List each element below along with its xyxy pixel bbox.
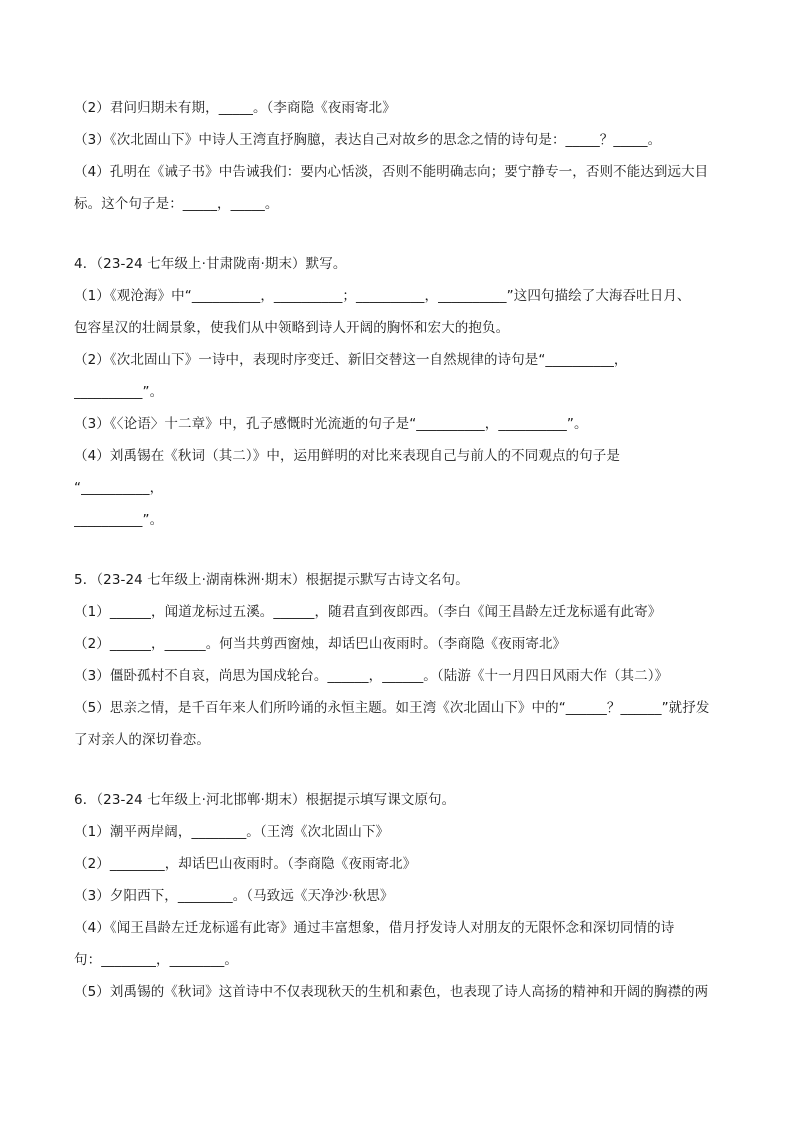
q4-sub4-line3: __________”。 xyxy=(74,512,164,528)
q6-sub4-line1: （4）《闻王昌龄左迁龙标遥有此寄》通过丰富想象，借月抒发诗人对朋友的无限怀念和深切同情的诗 xyxy=(74,920,675,936)
q6-title: 6．（23-24 七年级上·河北邯郸·期末）根据提示填写课文原句。 xyxy=(74,792,456,808)
q4-sub2-line2: __________”。 xyxy=(74,384,164,400)
q3-sub2: （2）君问归期未有期，_____。（李商隐《夜雨寄北》 xyxy=(74,100,396,116)
q6-sub5-line1: （5）刘禹锡的《秋词》这首诗中不仅表现秋天的生机和素色，也表现了诗人高扬的精神和开阔的胸襟的两 xyxy=(74,984,709,1000)
q6-sub2: （2）________，却话巴山夜雨时。（李商隐《夜雨寄北》 xyxy=(74,856,417,872)
q6-sub1: （1）潮平两岸阔，________。（王湾《次北固山下》 xyxy=(74,824,390,840)
document-content xyxy=(74,98,734,1014)
q5-sub5-line2: 了对亲人的深切眷恋。 xyxy=(74,732,210,748)
q4-sub1-line2: 包容星汉的壮阔景象，使我们从中领略到诗人开阔的胸怀和宏大的抱负。 xyxy=(74,320,510,336)
q5-sub3: （3）僵卧孤村不自哀，尚思为国戍轮台。______，______。（陆游《十一月四日风雨大作（其二）》 xyxy=(74,668,669,684)
q6-sub4-line2: 句：________，________。 xyxy=(74,952,238,968)
q4-sub1-line1: （1）《观沧海》中“__________，__________；__________，__________”这四句描绘了大海吞吐日月、 xyxy=(74,288,691,304)
q4-sub4-line2: “__________， xyxy=(74,480,164,496)
q3-sub4-line1: （4）孔明在《诫子书》中告诫我们：要内心恬淡，否则不能明确志向；要宁静专一，否则不能达到远大目 xyxy=(74,164,709,180)
q4-sub2-line1: （2）《次北固山下》一诗中，表现时序变迁、新旧交替这一自然规律的诗句是“__________， xyxy=(74,352,628,368)
q5-sub2: （2）______，______。何当共剪西窗烛，却话巴山夜雨时。（李商隐《夜雨寄北》 xyxy=(74,636,567,652)
q5-title: 5．（23-24 七年级上·湖南株洲·期末）根据提示默写古诗文名句。 xyxy=(74,572,469,588)
q4-sub3: （3）《〈论语〉十二章》中，孔子感慨时光流逝的句子是“__________，__________”。 xyxy=(74,416,588,432)
q5-sub5-line1: （5）思亲之情，是千百年来人们所吟诵的永恒主题。如王湾《次北固山下》中的“______？______”就抒发 xyxy=(74,700,710,716)
q3-sub4-line2: 标。这个句子是：_____，_____。 xyxy=(74,196,279,212)
q4-sub4-line1: （4）刘禹锡在《秋词（其二）》中，运用鲜明的对比来表现自己与前人的不同观点的句子是 xyxy=(74,448,620,464)
q5-sub1: （1）______，闻道龙标过五溪。______，随君直到夜郎西。（李白《闻王昌龄左迁龙标遥有此寄》 xyxy=(74,604,662,620)
q6-sub3: （3）夕阳西下，________。（马致远《天净沙·秋思》 xyxy=(74,888,394,904)
q4-title: 4．（23-24 七年级上·甘肃陇南·期末）默写。 xyxy=(74,256,347,272)
q3-sub3: （3）《次北固山下》中诗人王湾直抒胸臆，表达自己对故乡的思念之情的诗句是：_____？_____。 xyxy=(74,132,662,148)
